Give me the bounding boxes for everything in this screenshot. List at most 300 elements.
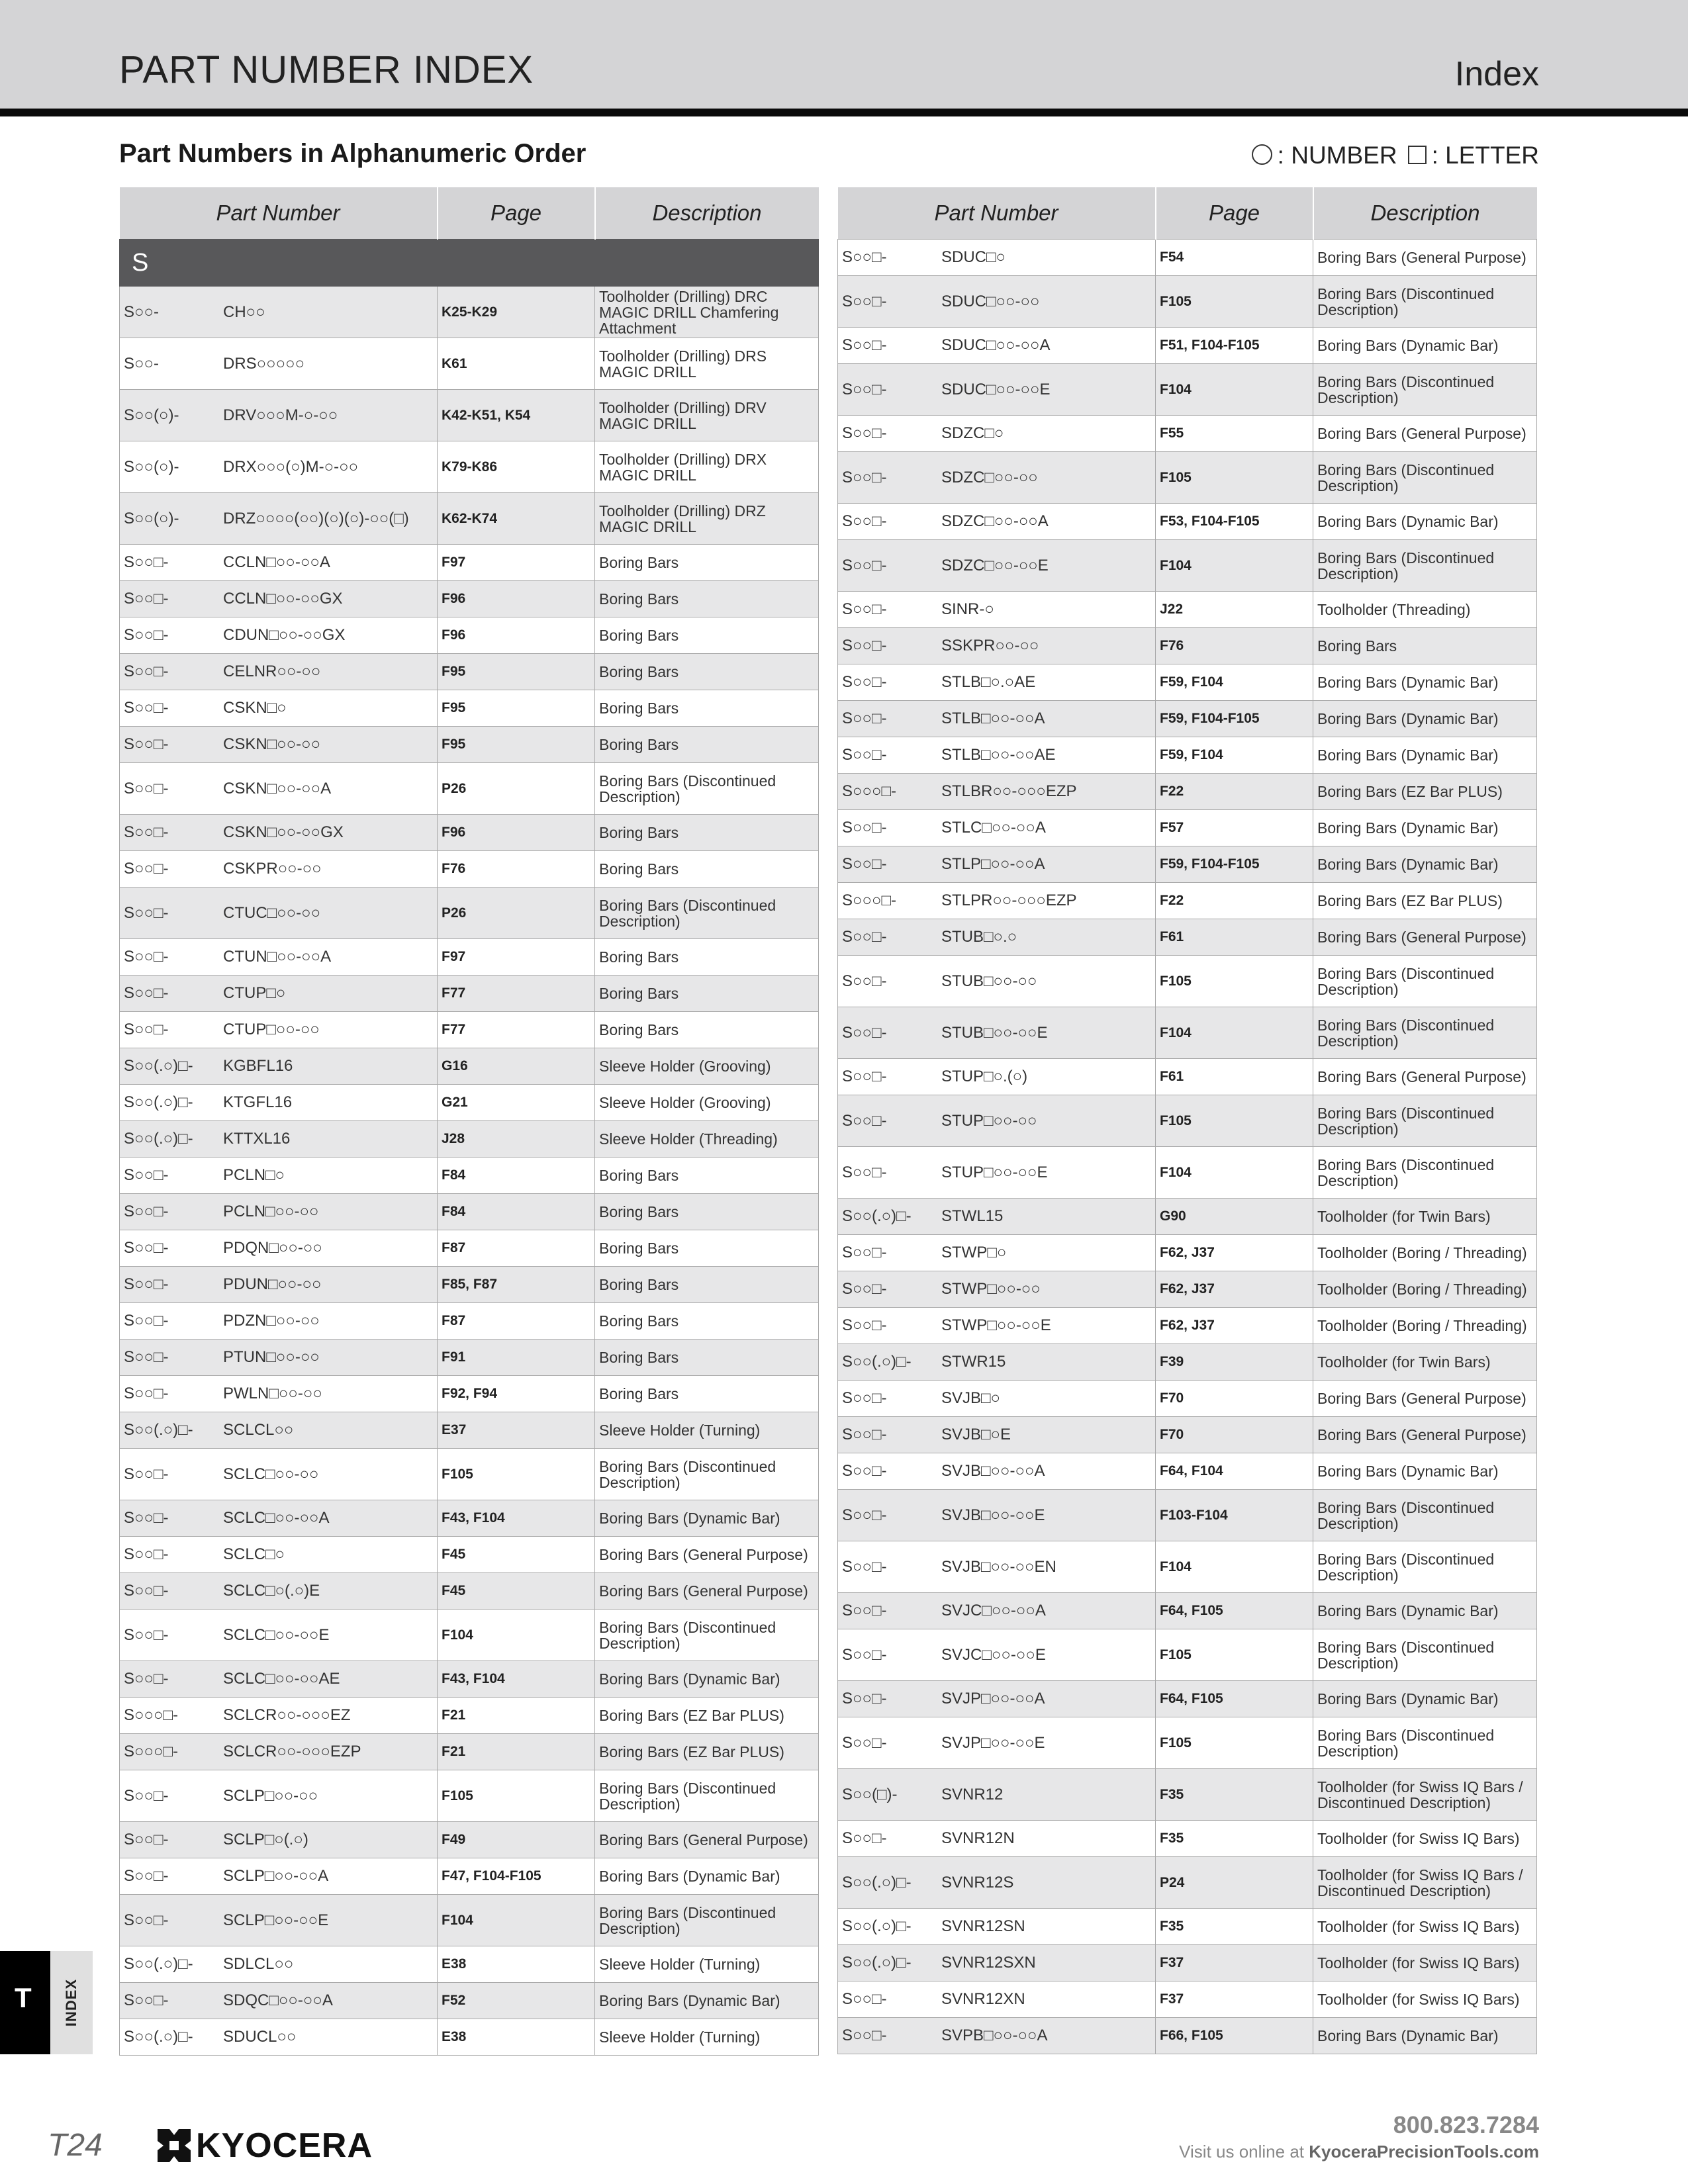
part-number-cell: [120, 1303, 438, 1340]
column-header-description: Description: [595, 187, 819, 240]
table-row: [838, 846, 1537, 883]
part-prefix: S○○□-: [842, 1426, 887, 1443]
description-cell: Sleeve Holder (Turning): [595, 1946, 819, 1983]
page-cell: F95: [438, 727, 595, 763]
page-cell: F43, F104: [438, 1661, 595, 1698]
table-row: [838, 701, 1537, 737]
page-cell: F35: [1156, 1821, 1313, 1857]
description-cell: Boring Bars (Discontinued Description): [1313, 276, 1537, 328]
part-prefix: S○○(.○)□-: [842, 1207, 912, 1225]
part-prefix: S○○-: [124, 354, 159, 373]
table-row: [120, 1121, 819, 1158]
description-cell: Toolholder (Boring / Threading): [1313, 1271, 1537, 1308]
description-cell: Boring Bars (Dynamic Bar): [595, 1858, 819, 1895]
part-prefix: S○○□-: [842, 1557, 887, 1576]
part-prefix: S○○□-: [842, 1244, 887, 1261]
part-prefix: S○○□-: [124, 1545, 169, 1563]
description-cell: Boring Bars (EZ Bar PLUS): [1313, 883, 1537, 919]
page-cell: F105: [1156, 276, 1313, 328]
description-cell: Toolholder (Threading): [1313, 592, 1537, 628]
part-code: PCLN□○○-○○: [223, 1203, 319, 1220]
part-code: SDZC□○○-○○: [941, 468, 1038, 486]
description-cell: Toolholder (for Twin Bars): [1313, 1344, 1537, 1381]
page-cell: F76: [438, 851, 595, 887]
part-prefix: S○○□-: [842, 1068, 887, 1085]
part-code: STLBR○○-○○○EZP: [941, 782, 1077, 800]
website-line: [1179, 2142, 1539, 2162]
part-code: CDUN□○○-○○GX: [223, 626, 346, 644]
page-cell: F47, F104-F105: [438, 1858, 595, 1895]
table-row: [838, 810, 1537, 846]
part-number-cell: [120, 581, 438, 617]
part-prefix: S○○□-: [842, 1690, 887, 1707]
table-row: [120, 1946, 819, 1983]
part-number-cell: [838, 1271, 1156, 1308]
part-code: KGBFL16: [223, 1057, 293, 1075]
page-cell: F21: [438, 1734, 595, 1770]
page-cell: F77: [438, 976, 595, 1012]
part-prefix: S○○□-: [124, 626, 169, 644]
part-number-cell: [838, 1235, 1156, 1271]
part-number-cell: [120, 1698, 438, 1734]
part-code: CSKN□○○-○○: [223, 735, 321, 753]
description-cell: Boring Bars (Discontinued Description): [1313, 1717, 1537, 1769]
part-prefix: S○○□-: [842, 512, 887, 530]
part-code: PDZN□○○-○○: [223, 1312, 320, 1330]
part-number-cell: [838, 1629, 1156, 1681]
part-index-table-left: [119, 187, 819, 2056]
description-cell: Boring Bars (Dynamic Bar): [1313, 1593, 1537, 1629]
table-row: [120, 1340, 819, 1376]
table-row: [120, 1610, 819, 1661]
part-prefix: S○○□-: [842, 1389, 887, 1407]
part-code: STUB□○○-○○: [941, 972, 1037, 990]
table-row: [120, 690, 819, 727]
part-code: SCLP□○○-○○E: [223, 1911, 329, 1929]
description-cell: Boring Bars: [595, 1158, 819, 1194]
table-row: [120, 1858, 819, 1895]
page-cell: F61: [1156, 919, 1313, 956]
page-cell: P26: [438, 887, 595, 939]
part-prefix: S○○-: [124, 302, 159, 321]
part-prefix: S○○□-: [842, 819, 887, 837]
page-cell: F59, F104-F105: [1156, 846, 1313, 883]
part-prefix: S○○□-: [842, 972, 887, 990]
page-cell: F37: [1156, 1981, 1313, 2018]
table-row: [120, 1537, 819, 1573]
part-prefix: S○○○□-: [124, 1706, 178, 1724]
part-code: SCLC□○(.○)E: [223, 1582, 320, 1600]
part-prefix: S○○□-: [124, 553, 169, 571]
part-code: SVJC□○○-○○A: [941, 1602, 1046, 1619]
part-number-cell: [838, 1344, 1156, 1381]
part-number-cell: [120, 1012, 438, 1048]
description-cell: Toolholder (for Swiss IQ Bars): [1313, 1945, 1537, 1981]
part-code: STLPR○○-○○○EZP: [941, 891, 1077, 909]
page-cell: F96: [438, 617, 595, 654]
part-code: SVJB□○E: [941, 1426, 1011, 1443]
table-row: [838, 1909, 1537, 1945]
part-prefix: S○○□-: [124, 1625, 169, 1644]
part-number-cell: [120, 851, 438, 887]
part-prefix: S○○□-: [842, 1733, 887, 1752]
part-prefix: S○○□-: [124, 590, 169, 608]
part-number-cell: [838, 1417, 1156, 1453]
part-code: PCLN□○: [223, 1166, 285, 1184]
table-row: [120, 887, 819, 939]
part-number-cell: [120, 1610, 438, 1661]
page-cell: F35: [1156, 1909, 1313, 1945]
part-code: SCLCL○○: [223, 1421, 294, 1439]
part-number-cell: [838, 1769, 1156, 1821]
part-prefix: S○○○□-: [124, 1743, 178, 1760]
part-number-cell: [838, 1490, 1156, 1541]
page-cell: F85, F87: [438, 1267, 595, 1303]
table-row: [120, 727, 819, 763]
page-cell: F53, F104-F105: [1156, 504, 1313, 540]
description-cell: Boring Bars (Dynamic Bar): [595, 1983, 819, 2019]
side-tab-label: INDEX: [63, 1978, 79, 2027]
part-code: SVJB□○○-○○A: [941, 1462, 1045, 1480]
page-cell: J28: [438, 1121, 595, 1158]
side-tab-label-wrap: [50, 1951, 93, 2054]
page-cell: F103-F104: [1156, 1490, 1313, 1541]
part-code: DRZ○○○○(○○)(○)(○)-○○(□): [223, 509, 409, 527]
table-row: [120, 654, 819, 690]
part-prefix: S○○(.○)□-: [124, 1955, 193, 1973]
part-code: KTTXL16: [223, 1130, 291, 1148]
table-row: [838, 1541, 1537, 1593]
part-number-cell: [838, 846, 1156, 883]
page-cell: F104: [1156, 364, 1313, 416]
part-prefix: S○○□-: [842, 336, 887, 354]
part-number-cell: [120, 763, 438, 815]
side-tab-letter: T: [15, 1982, 32, 2013]
part-number-cell: [838, 1857, 1156, 1909]
part-number-cell: [120, 1085, 438, 1121]
section-name: Index: [1454, 55, 1539, 93]
part-prefix: S○○□-: [842, 468, 887, 486]
page-cell: F105: [438, 1449, 595, 1500]
part-number-cell: [120, 493, 438, 545]
part-number-cell: [838, 276, 1156, 328]
part-prefix: S○○□-: [842, 1462, 887, 1480]
part-number-cell: [838, 883, 1156, 919]
table-row: [120, 338, 819, 390]
part-number-cell: [838, 1945, 1156, 1981]
table-row: [838, 628, 1537, 664]
part-code: SCLP□○○-○○A: [223, 1867, 329, 1885]
part-prefix: S○○(.○)□-: [124, 1421, 193, 1439]
table-row: [120, 390, 819, 441]
part-number-cell: [838, 240, 1156, 276]
part-number-cell: [120, 1048, 438, 1085]
description-cell: Toolholder (Boring / Threading): [1313, 1235, 1537, 1271]
part-code: STUB□○.○: [941, 928, 1017, 946]
page-cell: F95: [438, 690, 595, 727]
part-prefix: S○○□-: [124, 984, 169, 1002]
table-row: [838, 240, 1537, 276]
part-code: CTUP□○○-○○: [223, 1021, 320, 1038]
page-title: PART NUMBER INDEX: [119, 48, 534, 91]
page-cell: F49: [438, 1822, 595, 1858]
table-row: [120, 851, 819, 887]
description-cell: Boring Bars (General Purpose): [1313, 1417, 1537, 1453]
part-code: STUP□○○-○○: [941, 1111, 1037, 1130]
column-header-part-number: Part Number: [838, 187, 1156, 240]
description-cell: Boring Bars (Dynamic Bar): [1313, 846, 1537, 883]
part-number-cell: [120, 1661, 438, 1698]
part-number-cell: [120, 1734, 438, 1770]
legend-letter-label: : LETTER: [1431, 142, 1539, 169]
page-cell: F21: [438, 1698, 595, 1734]
table-row: [120, 1573, 819, 1610]
table-row: [838, 540, 1537, 592]
page-cell: F62, J37: [1156, 1308, 1313, 1344]
page-cell: F104: [438, 1895, 595, 1946]
description-cell: Toolholder (for Swiss IQ Bars): [1313, 1909, 1537, 1945]
page-cell: F91: [438, 1340, 595, 1376]
description-cell: Sleeve Holder (Turning): [595, 1412, 819, 1449]
part-code: STLB□○○-○○A: [941, 709, 1045, 727]
part-code: STUP□○.(○): [941, 1068, 1028, 1085]
part-prefix: S○○□-: [842, 424, 887, 442]
part-code: SCLP□○○-○○: [223, 1786, 318, 1805]
part-number-cell: [120, 1895, 438, 1946]
part-code: SCLCR○○-○○○EZP: [223, 1743, 361, 1760]
table-row: [120, 1158, 819, 1194]
part-code: SVNR12XN: [941, 1990, 1025, 2008]
part-number-cell: [838, 956, 1156, 1007]
table-row: [120, 976, 819, 1012]
part-code: SCLC□○○-○○: [223, 1465, 319, 1483]
part-prefix: S○○(.○)□-: [842, 1954, 912, 1972]
part-number-cell: [120, 1449, 438, 1500]
table-row: [838, 1007, 1537, 1059]
description-cell: Toolholder (Drilling) DRZ MAGIC DRILL: [595, 493, 819, 545]
part-code: STLC□○○-○○A: [941, 819, 1046, 837]
part-number-cell: [838, 364, 1156, 416]
part-code: SVJB□○○-○○EN: [941, 1557, 1056, 1576]
page-cell: F37: [1156, 1945, 1313, 1981]
part-number-cell: [120, 617, 438, 654]
page-cell: F87: [438, 1303, 595, 1340]
part-code: SVJB□○: [941, 1389, 1001, 1407]
part-code: CELNR○○-○○: [223, 662, 321, 680]
description-cell: Boring Bars (Discontinued Description): [1313, 364, 1537, 416]
part-code: PDQN□○○-○○: [223, 1239, 322, 1257]
part-prefix: S○○□-: [842, 1645, 887, 1664]
table-row: [838, 1417, 1537, 1453]
part-prefix: S○○□-: [124, 1203, 169, 1220]
brand-name: KYOCERA: [196, 2126, 373, 2165]
description-cell: Boring Bars: [595, 545, 819, 581]
part-prefix: S○○□-: [124, 735, 169, 753]
table-row: [838, 1147, 1537, 1199]
section-letter: S: [120, 240, 819, 287]
page-cell: F105: [438, 1770, 595, 1822]
part-code: SINR-○: [941, 600, 994, 618]
part-code: SDUC□○○-○○E: [941, 380, 1051, 398]
table-row: [120, 1770, 819, 1822]
part-number-cell: [838, 1541, 1156, 1593]
table-row: [120, 1412, 819, 1449]
table-row: [120, 763, 819, 815]
description-cell: Boring Bars (EZ Bar PLUS): [1313, 774, 1537, 810]
part-number-cell: [838, 1007, 1156, 1059]
page-cell: F97: [438, 939, 595, 976]
part-prefix: S○○□-: [124, 699, 169, 717]
part-number-cell: [120, 287, 438, 338]
description-cell: Boring Bars (General Purpose): [1313, 240, 1537, 276]
part-number-cell: [838, 628, 1156, 664]
part-number-cell: [838, 1681, 1156, 1717]
description-cell: Boring Bars (Dynamic Bar): [1313, 664, 1537, 701]
part-number-cell: [838, 1821, 1156, 1857]
table-row: [838, 592, 1537, 628]
page-cell: F64, F105: [1156, 1681, 1313, 1717]
part-number-cell: [120, 441, 438, 493]
page-cell: F105: [1156, 1629, 1313, 1681]
table-row: [838, 1199, 1537, 1235]
page-cell: F51, F104-F105: [1156, 328, 1313, 364]
part-code: STUB□○○-○○E: [941, 1023, 1048, 1042]
description-cell: Boring Bars: [595, 617, 819, 654]
part-number-cell: [120, 1340, 438, 1376]
part-prefix: S○○□-: [842, 380, 887, 398]
page-cell: F61: [1156, 1059, 1313, 1095]
description-cell: Toolholder (for Swiss IQ Bars / Discontinued Description): [1313, 1769, 1537, 1821]
website-link[interactable]: KyoceraPrecisionTools.com: [1309, 2142, 1539, 2161]
part-code: SCLCR○○-○○○EZ: [223, 1706, 351, 1724]
part-number-cell: [120, 1573, 438, 1610]
part-number-cell: [838, 1453, 1156, 1490]
part-number-cell: [120, 545, 438, 581]
part-code: SDUCL○○: [223, 2028, 297, 2046]
part-prefix: S○○□-: [842, 928, 887, 946]
table-header-row: [838, 187, 1537, 240]
table-row: [120, 1822, 819, 1858]
part-prefix: S○○□-: [842, 746, 887, 764]
part-prefix: S○○□-: [842, 600, 887, 618]
description-cell: Sleeve Holder (Grooving): [595, 1048, 819, 1085]
description-cell: Toolholder (Drilling) DRC MAGIC DRILL Chamfering Attachment: [595, 287, 819, 338]
part-code: STWP□○: [941, 1244, 1007, 1261]
page-cell: F95: [438, 654, 595, 690]
part-prefix: S○○□-: [842, 1280, 887, 1298]
part-code: SDUC□○: [941, 248, 1006, 266]
description-cell: Boring Bars (Dynamic Bar): [1313, 737, 1537, 774]
part-number-cell: [838, 1308, 1156, 1344]
part-prefix: S○○□-: [842, 2026, 887, 2044]
table-row: [838, 1593, 1537, 1629]
page-cell: J22: [1156, 592, 1313, 628]
description-cell: Boring Bars: [595, 1376, 819, 1412]
part-number-cell: [120, 1858, 438, 1895]
table-row: [120, 545, 819, 581]
part-code: SCLP□○(.○): [223, 1831, 308, 1848]
page-cell: F97: [438, 545, 595, 581]
table-row: [838, 2018, 1537, 2054]
symbol-legend: [1252, 142, 1539, 169]
part-code: CTUC□○○-○○: [223, 903, 321, 922]
table-row: [120, 939, 819, 976]
part-number-cell: [120, 815, 438, 851]
section-row: [120, 240, 819, 287]
part-number-cell: [120, 1983, 438, 2019]
table-row: [120, 1449, 819, 1500]
part-code: SVNR12N: [941, 1829, 1015, 1847]
table-row: [838, 1981, 1537, 2018]
description-cell: Toolholder (Drilling) DRX MAGIC DRILL: [595, 441, 819, 493]
page-cell: F105: [1156, 1095, 1313, 1147]
page-cell: K62-K74: [438, 493, 595, 545]
part-prefix: S○○□-: [124, 662, 169, 680]
table-row: [838, 737, 1537, 774]
part-number-cell: [120, 887, 438, 939]
description-cell: Sleeve Holder (Turning): [595, 2019, 819, 2056]
table-row: [120, 441, 819, 493]
table-row: [838, 883, 1537, 919]
page-cell: F22: [1156, 883, 1313, 919]
part-prefix: S○○□-: [124, 903, 169, 922]
part-prefix: S○○□-: [124, 1911, 169, 1929]
description-cell: Boring Bars (Dynamic Bar): [1313, 328, 1537, 364]
description-cell: Boring Bars (Dynamic Bar): [1313, 810, 1537, 846]
part-prefix: S○○(○)-: [124, 509, 179, 527]
part-code: SDZC□○○-○○A: [941, 512, 1049, 530]
part-code: CTUP□○: [223, 984, 286, 1002]
part-code: SVJB□○○-○○E: [941, 1506, 1045, 1524]
page-cell: F62, J37: [1156, 1271, 1313, 1308]
part-code: STWR15: [941, 1353, 1006, 1371]
table-row: [120, 581, 819, 617]
part-code: STLP□○○-○○A: [941, 855, 1045, 873]
description-cell: Boring Bars: [595, 654, 819, 690]
kyocera-logo: [158, 2126, 373, 2165]
page-cell: F66, F105: [1156, 2018, 1313, 2054]
table-row: [838, 1821, 1537, 1857]
legend-number-label: : NUMBER: [1277, 142, 1397, 169]
page-cell: F59, F104-F105: [1156, 701, 1313, 737]
table-row: [120, 1194, 819, 1230]
table-row: [838, 774, 1537, 810]
part-number-cell: [120, 1822, 438, 1858]
description-cell: Boring Bars: [595, 1230, 819, 1267]
page-cell: F22: [1156, 774, 1313, 810]
part-prefix: S○○□-: [124, 1312, 169, 1330]
part-code: CSKN□○: [223, 699, 287, 717]
description-cell: Boring Bars (Discontinued Description): [1313, 956, 1537, 1007]
part-number-cell: [838, 919, 1156, 956]
part-index-table-right: [837, 187, 1537, 2054]
part-number-cell: [120, 1537, 438, 1573]
table-row: [838, 1344, 1537, 1381]
page-cell: P24: [1156, 1857, 1313, 1909]
header-rule: [0, 109, 1688, 116]
description-cell: Boring Bars (General Purpose): [1313, 1381, 1537, 1417]
part-code: STWP□○○-○○: [941, 1280, 1041, 1298]
part-code: STLB□○.○AE: [941, 673, 1036, 691]
part-number-cell: [838, 1717, 1156, 1769]
description-cell: Boring Bars (Discontinued Description): [595, 887, 819, 939]
description-cell: Boring Bars (Discontinued Description): [1313, 1629, 1537, 1681]
description-cell: Boring Bars (Dynamic Bar): [1313, 504, 1537, 540]
table-row: [120, 1303, 819, 1340]
part-code: PTUN□○○-○○: [223, 1348, 320, 1366]
description-cell: Boring Bars: [595, 581, 819, 617]
page-cell: F64, F104: [1156, 1453, 1313, 1490]
